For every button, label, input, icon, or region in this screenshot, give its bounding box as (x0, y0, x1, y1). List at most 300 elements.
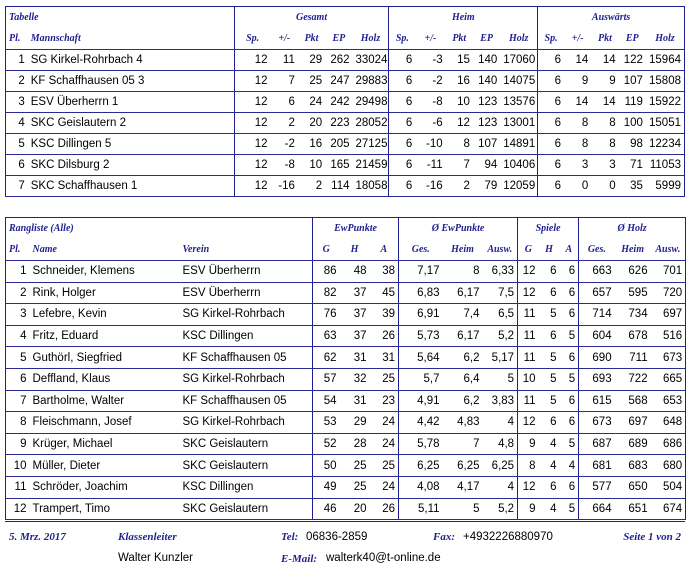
standings-row (6, 113, 685, 134)
stat-cell: 9 (518, 498, 539, 520)
stat-cell: 6 (560, 412, 579, 434)
stat-cell: 4,8 (483, 433, 518, 455)
stat-cell: 6,2 (443, 347, 483, 369)
stat-cell: 5,73 (399, 325, 443, 347)
ranking-row (6, 390, 686, 412)
player-name-cell: Schröder, Joachim (30, 476, 180, 498)
stat-cell: 2 (271, 113, 298, 134)
col-h-2: Pkt (446, 28, 473, 50)
stat-cell: 697 (615, 412, 651, 434)
email-label: E-Mail: (281, 553, 318, 565)
club-cell: ESV Überherrn (180, 261, 313, 283)
stat-cell: 29883 (353, 71, 389, 92)
stat-cell: 6 (539, 282, 560, 304)
stat-cell: 49 (313, 476, 340, 498)
stat-cell: 17060 (500, 50, 537, 71)
stat-cell: 0 (591, 176, 618, 197)
col-pl: Pl. (6, 28, 28, 50)
stat-cell: 6 (560, 304, 579, 326)
stat-cell: 20 (340, 498, 370, 520)
club-cell: SG Kirkel-Rohrbach (180, 412, 313, 434)
stat-cell: 107 (619, 71, 646, 92)
team-name-cell: KF Schaffhausen 05 3 (28, 71, 234, 92)
col-a-3: EP (619, 28, 646, 50)
stat-cell: -16 (271, 176, 298, 197)
stat-cell: 10 (298, 155, 325, 176)
stat-cell: 5 (539, 347, 560, 369)
stat-cell: 38 (370, 261, 399, 283)
col-g-2: Pkt (298, 28, 325, 50)
stat-cell: 4 (560, 455, 579, 477)
fax-value: +4932226880970 (463, 531, 553, 543)
col-a-2: Pkt (591, 28, 618, 50)
stat-cell: 54 (313, 390, 340, 412)
page-number: Seite 1 von 2 (623, 531, 681, 543)
tel-label: Tel: (281, 531, 299, 543)
stat-cell: 516 (651, 325, 686, 347)
standings-row (6, 71, 685, 92)
stat-cell: 9 (591, 71, 618, 92)
group-avg-holz: Ø Holz (579, 218, 686, 240)
stat-cell: 5 (560, 433, 579, 455)
standings-row (6, 134, 685, 155)
stat-cell: -10 (415, 134, 445, 155)
stat-cell: 262 (325, 50, 352, 71)
stat-cell: 24 (370, 433, 399, 455)
stat-cell: 664 (579, 498, 615, 520)
ranking-row (6, 325, 686, 347)
stat-cell: 6 (560, 476, 579, 498)
ranking-row (6, 304, 686, 326)
stat-cell: 79 (473, 176, 500, 197)
stat-cell: 6,4 (443, 368, 483, 390)
stat-cell: 123 (473, 113, 500, 134)
stat-cell: 5 (560, 368, 579, 390)
ranking-row (6, 282, 686, 304)
stat-cell: 11 (518, 347, 539, 369)
stat-cell: 35 (619, 176, 646, 197)
club-cell: SKC Geislautern (180, 455, 313, 477)
stat-cell: 12234 (646, 134, 685, 155)
col-oh-2: Ausw. (651, 239, 686, 261)
col-g-3: EP (325, 28, 352, 50)
col-h-0: Sp. (389, 28, 415, 50)
stat-cell: 10 (446, 92, 473, 113)
team-name-cell: KSC Dillingen 5 (28, 134, 234, 155)
stat-cell: 6 (389, 134, 415, 155)
rank-cell: 9 (6, 433, 30, 455)
stat-cell: 6 (389, 155, 415, 176)
rank-cell: 12 (6, 498, 30, 520)
stat-cell: 25 (340, 455, 370, 477)
stat-cell: 20 (298, 113, 325, 134)
stat-cell: 4 (539, 455, 560, 477)
stat-cell: 15 (446, 50, 473, 71)
stat-cell: 28052 (353, 113, 389, 134)
col-oew-2: Ausw. (483, 239, 518, 261)
stat-cell: 6,25 (443, 455, 483, 477)
standings-row (6, 92, 685, 113)
stat-cell: 6 (538, 134, 564, 155)
stat-cell: 665 (651, 368, 686, 390)
stat-cell: 25 (370, 455, 399, 477)
stat-cell: 626 (615, 261, 651, 283)
stat-cell: 4 (483, 412, 518, 434)
stat-cell: 680 (651, 455, 686, 477)
group-ewpunkte: EwPunkte (313, 218, 399, 240)
stat-cell: 15808 (646, 71, 685, 92)
ranking-row (6, 455, 686, 477)
stat-cell: 63 (313, 325, 340, 347)
stat-cell: 12 (234, 71, 270, 92)
stat-cell: -16 (415, 176, 445, 197)
stat-cell: 7,17 (399, 261, 443, 283)
stat-cell: 6 (389, 50, 415, 71)
stat-cell: 615 (579, 390, 615, 412)
stat-cell: 4 (539, 433, 560, 455)
stat-cell: 6 (389, 71, 415, 92)
stat-cell: 6 (538, 92, 564, 113)
col-oh-0: Ges. (579, 239, 615, 261)
stat-cell: 683 (615, 455, 651, 477)
stat-cell: 6 (538, 176, 564, 197)
stat-cell: 714 (579, 304, 615, 326)
ranking-row (6, 476, 686, 498)
stat-cell: 28 (340, 433, 370, 455)
stat-cell: 653 (651, 390, 686, 412)
ranking-table (5, 217, 686, 520)
rank-cell: 6 (6, 155, 28, 176)
col-oew-1: Heim (443, 239, 483, 261)
stat-cell: 18058 (353, 176, 389, 197)
stat-cell: 14 (591, 92, 618, 113)
stat-cell: 29 (340, 412, 370, 434)
stat-cell: 595 (615, 282, 651, 304)
stat-cell: 6 (389, 113, 415, 134)
stat-cell: 8 (564, 113, 591, 134)
stat-cell: 4 (539, 498, 560, 520)
stat-cell: 5,78 (399, 433, 443, 455)
stat-cell: -2 (415, 71, 445, 92)
stat-cell: 657 (579, 282, 615, 304)
stat-cell: 673 (651, 347, 686, 369)
stat-cell: 6 (539, 325, 560, 347)
stat-cell: 12 (518, 412, 539, 434)
rank-cell: 3 (6, 304, 30, 326)
stat-cell: 5 (539, 390, 560, 412)
group-heim: Heim (389, 7, 538, 29)
col-a-4: Holz (646, 28, 685, 50)
stat-cell: 678 (615, 325, 651, 347)
stat-cell: 46 (313, 498, 340, 520)
stat-cell: 0 (564, 176, 591, 197)
stat-cell: 6,33 (483, 261, 518, 283)
stat-cell: 3,83 (483, 390, 518, 412)
rank-cell: 1 (6, 261, 30, 283)
col-mannschaft: Mannschaft (28, 28, 234, 50)
stat-cell: 8 (443, 261, 483, 283)
klassenleiter-name: Walter Kunzler (118, 552, 193, 564)
stat-cell: 648 (651, 412, 686, 434)
stat-cell: 697 (651, 304, 686, 326)
email-value[interactable]: walterk40@t-online.de (326, 552, 441, 564)
col-g-0: Sp. (234, 28, 270, 50)
stat-cell: 504 (651, 476, 686, 498)
stat-cell: 11 (271, 50, 298, 71)
stat-cell: 123 (473, 92, 500, 113)
stat-cell: 686 (651, 433, 686, 455)
stat-cell: 5 (539, 368, 560, 390)
stat-cell: 711 (615, 347, 651, 369)
col-ew-1: H (340, 239, 370, 261)
stat-cell: 107 (473, 134, 500, 155)
stat-cell: 7 (446, 155, 473, 176)
ranking-row (6, 433, 686, 455)
stat-cell: 6 (538, 155, 564, 176)
stat-cell: 5,11 (399, 498, 443, 520)
stat-cell: 4,08 (399, 476, 443, 498)
stat-cell: 4,91 (399, 390, 443, 412)
stat-cell: 242 (325, 92, 352, 113)
stat-cell: 10406 (500, 155, 537, 176)
rank-cell: 6 (6, 368, 30, 390)
group-spiele: Spiele (518, 218, 579, 240)
rank-cell: 3 (6, 92, 28, 113)
stat-cell: 689 (615, 433, 651, 455)
stat-cell: 3 (564, 155, 591, 176)
stat-cell: 76 (313, 304, 340, 326)
stat-cell: 71 (619, 155, 646, 176)
stat-cell: 6,91 (399, 304, 443, 326)
group-gesamt: Gesamt (234, 7, 389, 29)
stat-cell: 8 (518, 455, 539, 477)
rank-cell: 2 (6, 71, 28, 92)
stat-cell: 14891 (500, 134, 537, 155)
stat-cell: 11053 (646, 155, 685, 176)
stat-cell: 6 (271, 92, 298, 113)
col-oew-0: Ges. (399, 239, 443, 261)
stat-cell: 16 (298, 134, 325, 155)
stat-cell: 26 (370, 498, 399, 520)
stat-cell: 86 (313, 261, 340, 283)
player-name-cell: Fritz, Eduard (30, 325, 180, 347)
col-h-3: EP (473, 28, 500, 50)
stat-cell: 6 (538, 71, 564, 92)
stat-cell: 2 (298, 176, 325, 197)
stat-cell: 6,17 (443, 325, 483, 347)
stat-cell: 6,17 (443, 282, 483, 304)
team-name-cell: SKC Schaffhausen 1 (28, 176, 234, 197)
stat-cell: 3 (591, 155, 618, 176)
stat-cell: 31 (340, 390, 370, 412)
team-name-cell: SKC Dilsburg 2 (28, 155, 234, 176)
stat-cell: 6 (560, 282, 579, 304)
stat-cell: -8 (271, 155, 298, 176)
stat-cell: 6 (389, 176, 415, 197)
stat-cell: 6 (560, 347, 579, 369)
standings-title: Tabelle (9, 12, 39, 23)
stat-cell: 15964 (646, 50, 685, 71)
col-ew-2: A (370, 239, 399, 261)
stat-cell: 50 (313, 455, 340, 477)
stat-cell: 651 (615, 498, 651, 520)
club-cell: KSC Dillingen (180, 476, 313, 498)
stat-cell: 62 (313, 347, 340, 369)
stat-cell: 7 (443, 433, 483, 455)
stat-cell: 5 (560, 498, 579, 520)
club-cell: KSC Dillingen (180, 325, 313, 347)
club-cell: SKC Geislautern (180, 433, 313, 455)
stat-cell: 604 (579, 325, 615, 347)
stat-cell: 11 (518, 304, 539, 326)
stat-cell: 6 (539, 412, 560, 434)
ranking-title: Rangliste (Alle) (9, 223, 74, 234)
stat-cell: 5 (560, 325, 579, 347)
stat-cell: 27125 (353, 134, 389, 155)
stat-cell: 9 (564, 71, 591, 92)
club-cell: ESV Überherrn (180, 282, 313, 304)
stat-cell: 6 (538, 113, 564, 134)
rank-cell: 5 (6, 347, 30, 369)
col-h-4: Holz (500, 28, 537, 50)
stat-cell: 5,64 (399, 347, 443, 369)
stat-cell: 5,17 (483, 347, 518, 369)
stat-cell: 98 (619, 134, 646, 155)
stat-cell: 100 (619, 113, 646, 134)
stat-cell: 9 (518, 433, 539, 455)
player-name-cell: Fleischmann, Josef (30, 412, 180, 434)
stat-cell: 24 (370, 412, 399, 434)
club-cell: KF Schaffhausen 05 (180, 347, 313, 369)
stat-cell: 140 (473, 71, 500, 92)
stat-cell: 114 (325, 176, 352, 197)
team-name-cell: SG Kirkel-Rohrbach 4 (28, 50, 234, 71)
stat-cell: 6 (539, 476, 560, 498)
ranking-row (6, 498, 686, 520)
stat-cell: 6 (539, 261, 560, 283)
rank-cell: 1 (6, 50, 28, 71)
stat-cell: 12 (518, 261, 539, 283)
ranking-row (6, 261, 686, 283)
stat-cell: -3 (415, 50, 445, 71)
stat-cell: 5,7 (399, 368, 443, 390)
club-cell: KF Schaffhausen 05 (180, 390, 313, 412)
stat-cell: 720 (651, 282, 686, 304)
stat-cell: 6,25 (399, 455, 443, 477)
stat-cell: 37 (340, 304, 370, 326)
stat-cell: 165 (325, 155, 352, 176)
ranking-row (6, 347, 686, 369)
stat-cell: 32 (340, 368, 370, 390)
stat-cell: 5999 (646, 176, 685, 197)
stat-cell: 681 (579, 455, 615, 477)
stat-cell: 8 (591, 134, 618, 155)
col-sp-1: H (539, 239, 560, 261)
stat-cell: 52 (313, 433, 340, 455)
player-name-cell: Schneider, Klemens (30, 261, 180, 283)
rank-cell: 4 (6, 325, 30, 347)
player-name-cell: Bartholme, Walter (30, 390, 180, 412)
col-a-0: Sp. (538, 28, 564, 50)
stat-cell: 11 (518, 325, 539, 347)
col-g-4: Holz (353, 28, 389, 50)
col-ew-0: G (313, 239, 340, 261)
stat-cell: 57 (313, 368, 340, 390)
stat-cell: 2 (446, 176, 473, 197)
stat-cell: 39 (370, 304, 399, 326)
stat-cell: 12 (234, 155, 270, 176)
stat-cell: 15922 (646, 92, 685, 113)
stat-cell: 6,2 (443, 390, 483, 412)
stat-cell: 205 (325, 134, 352, 155)
stat-cell: 12 (234, 113, 270, 134)
stat-cell: 29 (298, 50, 325, 71)
stat-cell: 53 (313, 412, 340, 434)
rank-cell: 4 (6, 113, 28, 134)
player-name-cell: Guthörl, Siegfried (30, 347, 180, 369)
stat-cell: 5 (443, 498, 483, 520)
stat-cell: 45 (370, 282, 399, 304)
stat-cell: 5,2 (483, 498, 518, 520)
stat-cell: 7,5 (483, 282, 518, 304)
stat-cell: 25 (298, 71, 325, 92)
player-name-cell: Rink, Holger (30, 282, 180, 304)
club-cell: SG Kirkel-Rohrbach (180, 368, 313, 390)
col-name: Name (30, 239, 180, 261)
stat-cell: 12 (518, 282, 539, 304)
stat-cell: 8 (446, 134, 473, 155)
stat-cell: 13576 (500, 92, 537, 113)
stat-cell: 8 (591, 113, 618, 134)
stat-cell: 119 (619, 92, 646, 113)
stat-cell: 16 (446, 71, 473, 92)
col-oh-1: Heim (615, 239, 651, 261)
stat-cell: 693 (579, 368, 615, 390)
stat-cell: 31 (370, 347, 399, 369)
stat-cell: 12 (234, 92, 270, 113)
stat-cell: 14 (564, 50, 591, 71)
group-avg-ewpunkte: Ø EwPunkte (399, 218, 518, 240)
stat-cell: 650 (615, 476, 651, 498)
stat-cell: 5 (539, 304, 560, 326)
stat-cell: 247 (325, 71, 352, 92)
player-name-cell: Deffland, Klaus (30, 368, 180, 390)
standings-row (6, 155, 685, 176)
stat-cell: 48 (340, 261, 370, 283)
stat-cell: 122 (619, 50, 646, 71)
fax-label: Fax: (433, 531, 455, 543)
stat-cell: 26 (370, 325, 399, 347)
stat-cell: 15051 (646, 113, 685, 134)
rank-cell: 7 (6, 176, 28, 197)
stat-cell: 24 (370, 476, 399, 498)
player-name-cell: Krüger, Michael (30, 433, 180, 455)
stat-cell: 14075 (500, 71, 537, 92)
stat-cell: 12059 (500, 176, 537, 197)
player-name-cell: Trampert, Timo (30, 498, 180, 520)
stat-cell: 6 (389, 92, 415, 113)
stat-cell: 10 (518, 368, 539, 390)
stat-cell: 6,5 (483, 304, 518, 326)
stat-cell: 687 (579, 433, 615, 455)
standings-row (6, 50, 685, 71)
stat-cell: 4,42 (399, 412, 443, 434)
stat-cell: 37 (340, 282, 370, 304)
col-verein: Verein (180, 239, 313, 261)
tel-value: 06836-2859 (306, 531, 368, 543)
rank-cell: 10 (6, 455, 30, 477)
stat-cell: 6 (560, 261, 579, 283)
